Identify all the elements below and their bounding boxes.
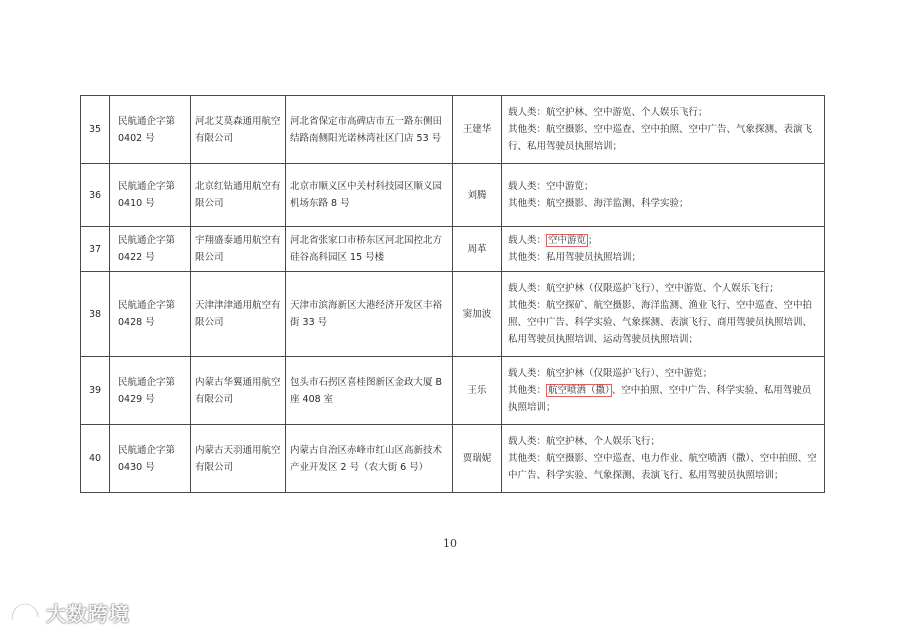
page-number: 10: [443, 537, 457, 550]
company-name: 北京红钻通用航空有限公司: [191, 164, 286, 227]
license-number: 民航通企字第 0428 号: [110, 272, 191, 357]
license-number: 民航通企字第 0430 号: [110, 425, 191, 493]
scope-suffix: 、空中拍照、空中广告、科学实验、私用驾驶员执照培训；: [508, 385, 812, 413]
scope-suffix: ；: [588, 235, 598, 246]
license-number: 民航通企字第 0429 号: [110, 357, 191, 425]
scope-passenger: 载人类：空中游览；: [508, 181, 594, 192]
scope-passenger: 载人类：航空护林、个人娱乐飞行；: [508, 436, 661, 447]
scope-passenger: 载人类：航空护林（仅限巡护飞行）、空中游览、个人娱乐飞行；: [508, 283, 779, 294]
company-address: 包头市石拐区喜桂图新区金政大厦 B 座 408 室: [286, 357, 453, 425]
highlighted-scope: 空中游览: [548, 235, 587, 246]
watermark: [8, 598, 130, 627]
row-number: 40: [81, 425, 110, 493]
business-scope: [502, 425, 825, 493]
watermark-text: 大数跨境: [46, 602, 130, 626]
row-number: 35: [81, 96, 110, 164]
license-number: 民航通企字第 0422 号: [110, 227, 191, 272]
company-table: [80, 95, 825, 493]
table-row: [81, 227, 825, 272]
legal-representative: 周革: [453, 227, 502, 272]
company-address: 河北省保定市高碑店市五一路东侧田结路南侧阳光诺林湾社区门店 53 号: [286, 96, 453, 164]
scope-prefix: 其他类：: [508, 385, 547, 396]
table-row: [81, 96, 825, 164]
company-name: 内蒙古天羽通用航空有限公司: [191, 425, 286, 493]
business-scope: [502, 164, 825, 227]
company-address: 北京市顺义区中关村科技园区顺义园机场东路 8 号: [286, 164, 453, 227]
ifox-logo-icon: [8, 600, 42, 626]
company-name: 河北艾莫森通用航空有限公司: [191, 96, 286, 164]
legal-representative: 王乐: [453, 357, 502, 425]
scope-other: [508, 382, 820, 416]
scope-prefix: 载人类：: [508, 235, 547, 246]
company-name: 内蒙古华翼通用航空有限公司: [191, 357, 286, 425]
legal-representative: 窦加波: [453, 272, 502, 357]
company-address: 河北省张家口市桥东区河北国控北方硅谷高科园区 15 号楼: [286, 227, 453, 272]
legal-representative: 刘腾: [453, 164, 502, 227]
company-name: 天津津津通用航空有限公司: [191, 272, 286, 357]
business-scope: [502, 227, 825, 272]
row-number: 38: [81, 272, 110, 357]
scope-other: 其他类：航空探矿、航空摄影、海洋监测、渔业飞行、空中巡查、空中拍照、空中广告、科学实验、气象探测、表演飞行、商用驾驶员执照培训、私用驾驶员执照培训、运动驾驶员执照培训；: [508, 300, 813, 345]
table-row: [81, 164, 825, 227]
business-scope: [502, 357, 825, 425]
license-number: 民航通企字第 0410 号: [110, 164, 191, 227]
license-number: 民航通企字第 0402 号: [110, 96, 191, 164]
business-scope: [502, 272, 825, 357]
scope-other: 其他类：航空摄影、空中巡查、空中拍照、空中广告、气象探测、表演飞行、私用驾驶员执照培训；: [508, 124, 813, 152]
company-address: 内蒙古自治区赤峰市红山区高新技术产业开发区 2 号（农大街 6 号）: [286, 425, 453, 493]
scope-passenger: [508, 232, 820, 249]
table-row: [81, 272, 825, 357]
highlighted-scope: 航空喷洒（撒）: [548, 385, 610, 396]
scope-other: 其他类：私用驾驶员执照培训；: [508, 252, 642, 263]
scope-passenger: 载人类：航空护林、空中游览、个人娱乐飞行；: [508, 107, 708, 118]
row-number: 37: [81, 227, 110, 272]
company-name: 宇翔盛泰通用航空有限公司: [191, 227, 286, 272]
legal-representative: 贾瑞妮: [453, 425, 502, 493]
scope-other: 其他类：航空摄影、海洋监测、科学实验；: [508, 198, 689, 209]
company-address: 天津市滨海新区大港经济开发区丰裕街 33 号: [286, 272, 453, 357]
row-number: 39: [81, 357, 110, 425]
scope-other: 其他类：航空摄影、空中巡查、电力作业、航空喷洒（撒）、空中拍照、空中广告、科学实验、气象探测、表演飞行、私用驾驶员执照培训；: [508, 453, 817, 481]
scope-passenger: 载人类：航空护林（仅限巡护飞行）、空中游览；: [508, 368, 713, 379]
table-row: [81, 357, 825, 425]
row-number: 36: [81, 164, 110, 227]
legal-representative: 王建华: [453, 96, 502, 164]
business-scope: [502, 96, 825, 164]
table-row: [81, 425, 825, 493]
